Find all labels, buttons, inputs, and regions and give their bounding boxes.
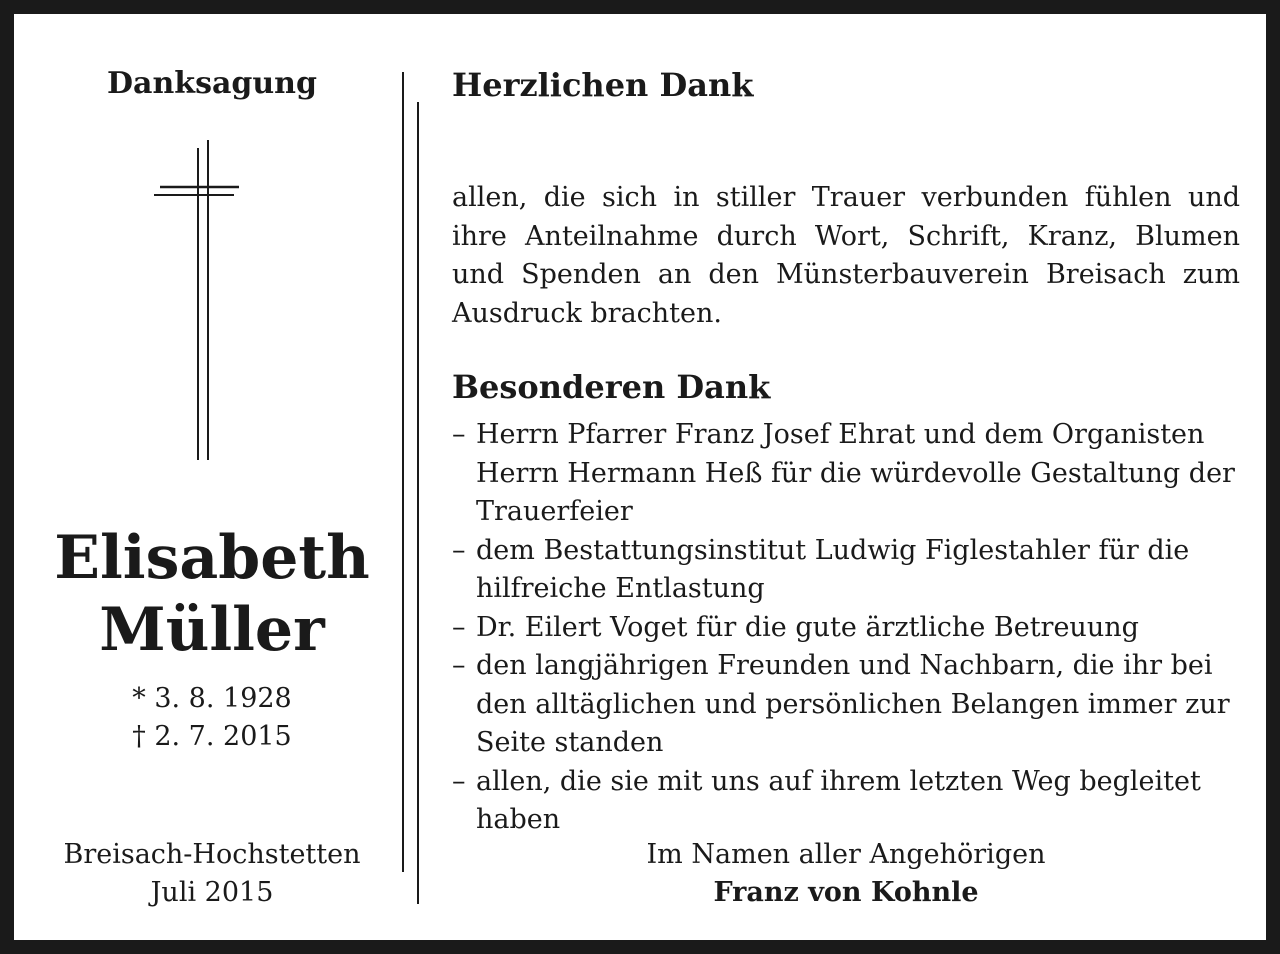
list-item: – Herrn Pfarrer Franz Josef Ehrat und dem Organisten Herrn Hermann Heß für die würdevolle Gestaltung der Trauerfeier	[452, 416, 1240, 532]
deceased-last-name: Müller	[99, 595, 325, 665]
column-divider	[402, 72, 404, 872]
special-thanks-heading: Besonderen Dank	[452, 368, 771, 406]
notice-date: Juli 2015	[150, 877, 274, 908]
list-item: – allen, die sie mit uns auf ihrem letzten Weg begleitet haben	[452, 763, 1240, 840]
list-marker: –	[452, 419, 466, 450]
list-marker: –	[452, 650, 466, 681]
life-dates	[44, 680, 380, 756]
list-item: – Dr. Eilert Voget für die gute ärztliche Betreuung	[452, 609, 1240, 648]
main-thanks-heading: Herzlichen Dank	[452, 66, 754, 104]
column-divider	[417, 102, 419, 904]
place: Breisach-Hochstetten	[63, 839, 361, 870]
list-marker: –	[452, 534, 466, 566]
list-item: – den langjährigen Freunden und Nachbarn, die ihr bei den alltäglichen und persönlichen Belangen immer zur Seite standen	[452, 647, 1240, 763]
list-item: – dem Bestattungsinstitut Ludwig Figlestahler für die hilfreiche Entlastung	[452, 532, 1240, 609]
list-marker: –	[452, 611, 466, 643]
deceased-first-name: Elisabeth	[54, 523, 370, 593]
death-date: † 2. 7. 2015	[132, 721, 292, 752]
list-marker: –	[452, 765, 466, 797]
left-heading: Danksagung	[107, 66, 317, 101]
birth-date: * 3. 8. 1928	[132, 683, 292, 714]
intro-paragraph: allen, die sich in stiller Trauer verbunden fühlen und ihre Anteilnahme durch Wort, Schrift, Kranz, Blumen und Spenden an den Münsterbauverein Breisach zum Ausdruck brachten.	[452, 182, 1240, 329]
closing-block	[452, 836, 1240, 912]
place-and-date	[44, 836, 380, 912]
signer-name: Franz von Kohnle	[713, 877, 979, 908]
closing-line: Im Namen aller Angehörigen	[646, 839, 1046, 870]
special-thanks-list	[452, 416, 1240, 840]
